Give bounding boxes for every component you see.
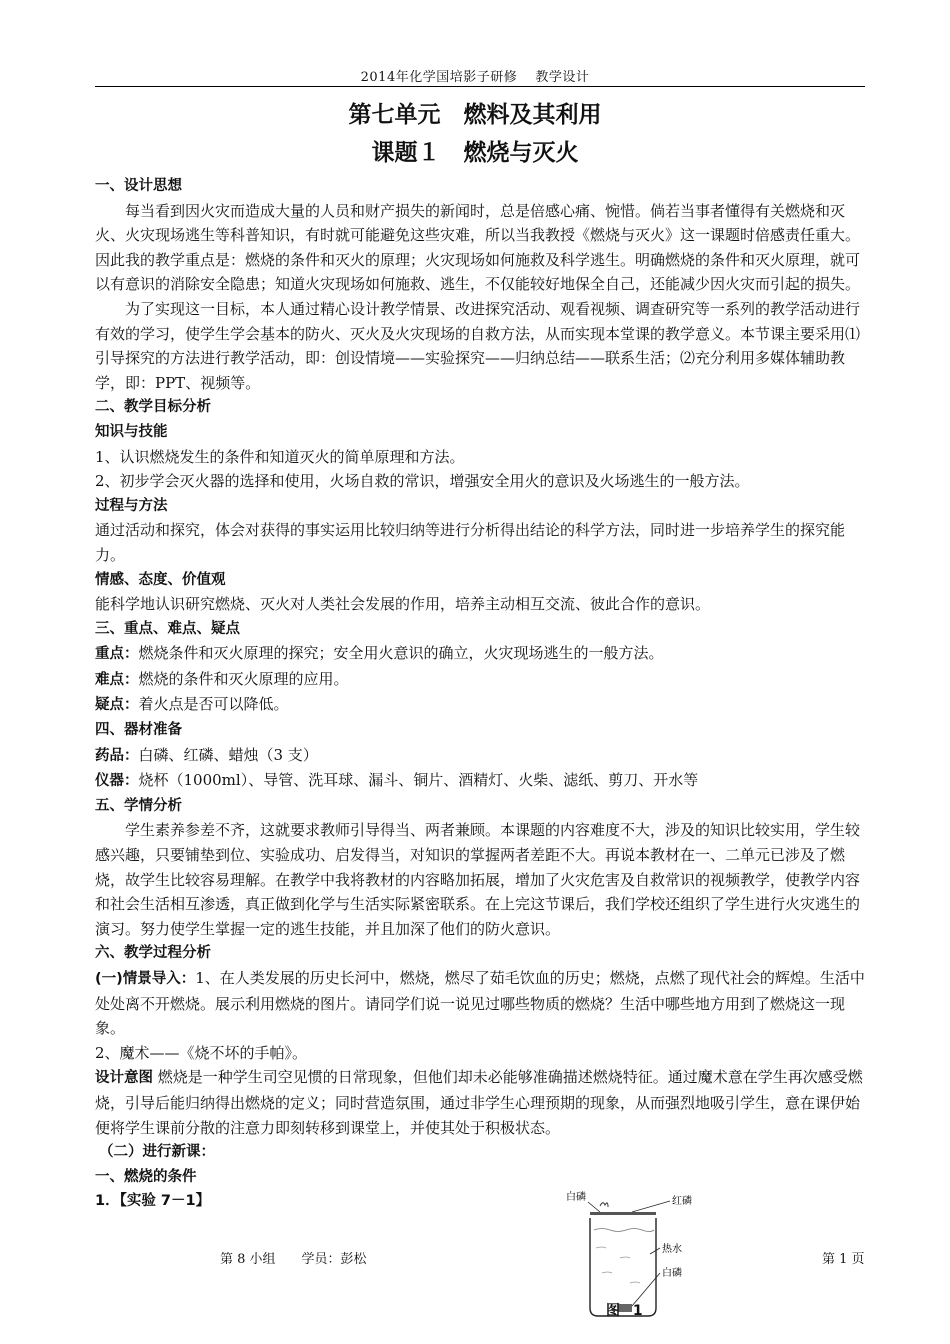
experiment-label: 1．【实验 7－1】 <box>95 1193 211 1210</box>
leader-line <box>632 1201 670 1212</box>
section-heading: 一、设计思想 <box>95 178 182 194</box>
lesson-title: 课题１ 燃烧与灭火 <box>371 140 579 166</box>
figure-label-red-phosphorus: 红磷 <box>672 1196 692 1207</box>
line-label: 重点： <box>95 646 139 663</box>
page-header: 2014年化学国培影子研修 教学设计 <box>360 70 590 85</box>
paragraph: 每当看到因火灾而造成大量的人员和财产损失的新闻时，总是倍感心痛、惋惜。倘若当事者懂得有关燃烧和灭火、火灾现场逃生等科普知识，有时就可能避免这些灾难，所以当我教授《燃烧与灭火》这一课题时倍感责任重大。因此我的教学重点是：燃烧的条件和灭火的原理；火灾现场如何施救及科学逃生。明确燃烧的条件和灭火原理，就可以有意识的消除安全隐患；知道火灾现场如何施救、逃生，不仅能较好地保全自己，还能减少因火灾而引起的损失。 <box>95 201 861 294</box>
paragraph: 学生素养参差不齐，这就要求教师引导得当、两者兼顾。本课题的内容难度不大，涉及的知识比较实用，学生较感兴趣，只要铺垫到位、实验成功、启发得当，对知识的掌握两者差距不大。再说本教材在一、二单元已涉及了燃烧，故学生比较容易理解。在教学中我将教材的内容略加拓展，增加了火灾危害及自救常识的视频教学，使教学内容和社会生活相互渗透，真正做到化学与生活实际紧密联系。在上完这节课后，我们学校还组织了学生进行火灾逃生的演习。努力使学生掌握一定的逃生技能，并且加深了他们的防火意识。 <box>95 821 861 938</box>
subheading: 过程与方法 <box>95 497 168 514</box>
figure-label-white-phosphorus-top: 白磷 <box>566 1192 586 1203</box>
subheading: 知识与技能 <box>95 423 168 440</box>
footer-author: 第 8 小组 学员：彭松 <box>220 1252 367 1267</box>
line-label: 药品： <box>95 747 139 764</box>
water-surface <box>594 1229 654 1232</box>
line-label: (一)情景导入： <box>95 971 196 987</box>
section-heading: 二、教学目标分析 <box>95 399 211 416</box>
document-body <box>95 174 865 1214</box>
list-item: 2、初步学会灭火器的选择和使用，火场自救的常识，增强安全用火的意识及火场逃生的一般方法。 <box>95 472 750 491</box>
labeled-line <box>95 768 865 794</box>
section-heading: 五、学情分析 <box>95 797 182 814</box>
labeled-paragraph <box>95 1065 865 1140</box>
section-heading: 四、器材准备 <box>95 722 182 739</box>
flame-icon <box>600 1203 608 1207</box>
line-value: 1、在人类发展的历史长河中，燃烧，燃尽了茹毛饮血的历史；燃烧，点燃了现代社会的辉煌。生活中处处离不开燃烧。展示利用燃烧的图片。请同学们说一说见过哪些物质的燃烧？生活中哪些地方用到了燃烧这一现象。 <box>95 969 865 1038</box>
paragraph: 2、魔术——《烧不坏的手帕》。 <box>95 1043 308 1062</box>
line-label: 设计意图 <box>95 1070 153 1087</box>
line-value: 烧杯（1000ml）、导管、洗耳球、漏斗、铜片、酒精灯、火柴、滤纸、剪刀、开水等 <box>138 771 699 790</box>
subheading: （二）进行新课： <box>99 1144 215 1161</box>
line-label: 难点： <box>95 671 139 688</box>
labeled-line <box>95 743 865 769</box>
labeled-line <box>95 641 865 667</box>
line-value: 燃烧的条件和灭火原理的应用。 <box>138 669 349 688</box>
paragraph: 为了实现这一目标，本人通过精心设计教学情景、改进探究活动、观看视频、调查研究等一系列的教学活动进行有效的学习，使学生学会基本的防火、灭火及火灾现场的自救方法，从而实现本堂课的教学意义。本节课主要采用⑴引导探究的方法进行教学活动，即：创设情境——实验探究——归纳总结——联系生活；⑵充分利用多媒体辅助教学，即：PPT、视频等。 <box>95 299 861 392</box>
section-heading: 三、重点、难点、疑点 <box>95 620 240 637</box>
subheading: 一、燃烧的条件 <box>95 1168 197 1185</box>
line-label: 仪器： <box>95 773 139 790</box>
labeled-line <box>95 692 865 718</box>
paragraph: 能科学地认识研究燃烧、灭火对人类社会发展的作用，培养主动相互交流、彼此合作的意识。 <box>95 595 711 614</box>
subheading: 情感、态度、价值观 <box>95 571 226 588</box>
figure-label-hot-water: 热水 <box>662 1244 682 1255</box>
labeled-paragraph <box>95 966 865 1041</box>
header-rule <box>95 86 865 87</box>
paragraph: 通过活动和探究，体会对获得的事实运用比较归纳等进行分析得出结论的科学方法，同时进一步培养学生的探究能力。 <box>95 521 846 564</box>
line-value: 燃烧条件和灭火原理的探究；安全用火意识的确立，火灾现场逃生的一般方法。 <box>138 644 664 663</box>
line-value: 着火点是否可以降低。 <box>138 695 289 714</box>
line-label: 疑点： <box>95 697 139 714</box>
copper-sheet <box>590 1212 656 1215</box>
unit-title: 第七单元 燃料及其利用 <box>348 102 602 128</box>
water-lines <box>596 1247 640 1283</box>
list-item: 1、认识燃烧发生的条件和知道灭火的简单原理和方法。 <box>95 447 465 466</box>
line-value: 白磷、红磷、蜡烛（3 支） <box>138 745 318 764</box>
leader-line <box>588 1202 600 1212</box>
figure-caption: 图 1 <box>606 1303 647 1319</box>
line-value: 燃烧是一种学生司空见惯的日常现象，但他们却未必能够准确描述燃烧特征。通过魔术意在学生再次感受燃烧，引导后能归纳得出燃烧的定义；同时营造氛围，通过非学生心理预期的现象，从而强烈地吸引学生，意在课伊始便将学生课前分散的注意力即刻转移到课堂上，并使其处于积极状态。 <box>95 1068 863 1137</box>
leader-line <box>650 1248 660 1254</box>
labeled-line <box>95 667 865 693</box>
footer-page-number: 第 1 页 <box>822 1252 865 1267</box>
figure-label-white-phosphorus-bottom: 白磷 <box>662 1268 682 1279</box>
section-heading: 六、教学过程分析 <box>95 945 211 962</box>
